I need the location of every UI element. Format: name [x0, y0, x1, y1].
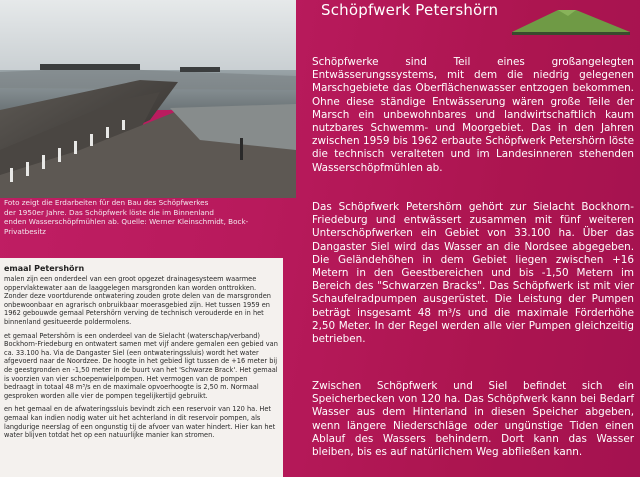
- german-paragraph-2: Das Schöpfwerk Petershörn gehört zur Sielacht Bockhorn-Friedeburg und entwässert zusammen mit fünf weiteren Unterschöpfwerken ein Gebiet von 33.100 ha. Über das Dangaster Siel wird das Wasser an die Nordsee abgegeben. Die Geländehöhen in dem Gebiet liegen zwischen +16 Metern in den Geestbereichen und bis -1,50 Metern im Bereich des "Schwarzen Bracks". Das Schöpfwerk ist mit vier Schaufelradpumpen ausgerüstet. Die Leistung der Pumpen beträgt insgesamt 48 m³/s und die maximale Förderhöhe 2,50 Meter. In der Regel werden alle vier Pumpen gleichzeitig betrieben.: [312, 201, 634, 346]
- german-paragraph-3: Zwischen Schöpfwerk und Siel befindet sich ein Speicherbecken von 120 ha. Das Schöpfwerk kann bei Bedarf Wasser aus dem Hinterland in diesen Speicher abgeben, wenn längere Niederschläge oder ungünstige Tiden einen Ablauf des Wassers behindern. Dort kann das Wasser bleiben, bis es auf natürlichem Weg abfließen kann.: [312, 380, 634, 459]
- page-title: Schöpfwerk Petershörn: [321, 1, 499, 19]
- caption-line: enden Wasserschöpfmühlen ab. Quelle: Werner Kleinschmidt, Bock-: [4, 217, 249, 226]
- dutch-paragraph: en het gemaal en de afwateringssluis bevindt zich een reservoir van 120 ha. Het gemaal kan indien nodig water uit het achterland in dit reservoir pompen, als langdurige neerslag of een ongunstig tij de afvoer van water hindert. Hier kan het water blijven totdat het op een natuurlijke manier kan stromen.: [4, 405, 276, 440]
- german-paragraph-1: Schöpfwerke sind Teil eines großangelegten Entwässerungssystems, mit dem die niedrig gelegenen Marschgebiete das Oberflächenwasser entzogen bekommen. Ohne diese ständige Entwässerung wären große Teile der Marsch ein unbewohnbares und landwirtschaftlich kaum nutzbares Schwemm- und Moorgebiet. Das in den Jahren zwischen 1959 bis 1962 erbaute Schöpfwerk Petershörn löste die technisch veralteten und im Landesinneren stehenden Wasserschöpfmühlen ab.: [312, 56, 634, 174]
- dutch-paragraph: malen zijn een onderdeel van een groot opgezet drainagesysteem waarmee oppervlaktewater aan de laaggelegen marsgronden kan worden onttrokken. Zonder deze voortdurende ontwatering zouden grote delen van de marsgronden onbewoonbaar en agrarisch onbruikbaar moerasgebied zijn. Het tussen 1959 en 1962 gebouwde gemaal Petershörn verving de technisch verouderde en in het binnenland gesitueerde poldermolens.: [4, 275, 271, 326]
- dutch-paragraph: et gemaal Petershörn is een onderdeel van de Sielacht (waterschap/verband) Bockhorn-Friedeburg en ontwatert samen met vijf andere gemalen een gebied van ca. 33.100 ha. Via de Dangaster Siel (een ontwateringssluis) wordt het water afgevoerd naar de Noordzee. De hoogte in het gebied ligt tussen de +16 meter bij de geestgronden en -1,50 meter in de buurt van het 'Schwarze Brack'. Het gemaal is voorzien van vier schoepenwielpompen. Het vermogen van de pompen bedraagt in totaal 48 m³/s en de maximale opvoerhoogte is 2,50 m. Normaal gesproken worden alle vier de pompen tegelijkertijd gebruikt.: [4, 331, 278, 400]
- dutch-body: [0, 275, 283, 440]
- caption-line: Foto zeigt die Erdarbeiten für den Bau des Schöpfwerkes: [4, 198, 209, 207]
- dike-logo-icon: [508, 2, 634, 40]
- dutch-heading: emaal Petershörn: [4, 264, 85, 273]
- construction-photo: [0, 0, 296, 198]
- photo-caption: [0, 198, 292, 236]
- caption-line: Privatbesitz: [4, 226, 46, 236]
- caption-line: der 1950er Jahre. Das Schöpfwerk löste die im Binnenland: [4, 207, 214, 217]
- dutch-text-panel: [0, 258, 283, 477]
